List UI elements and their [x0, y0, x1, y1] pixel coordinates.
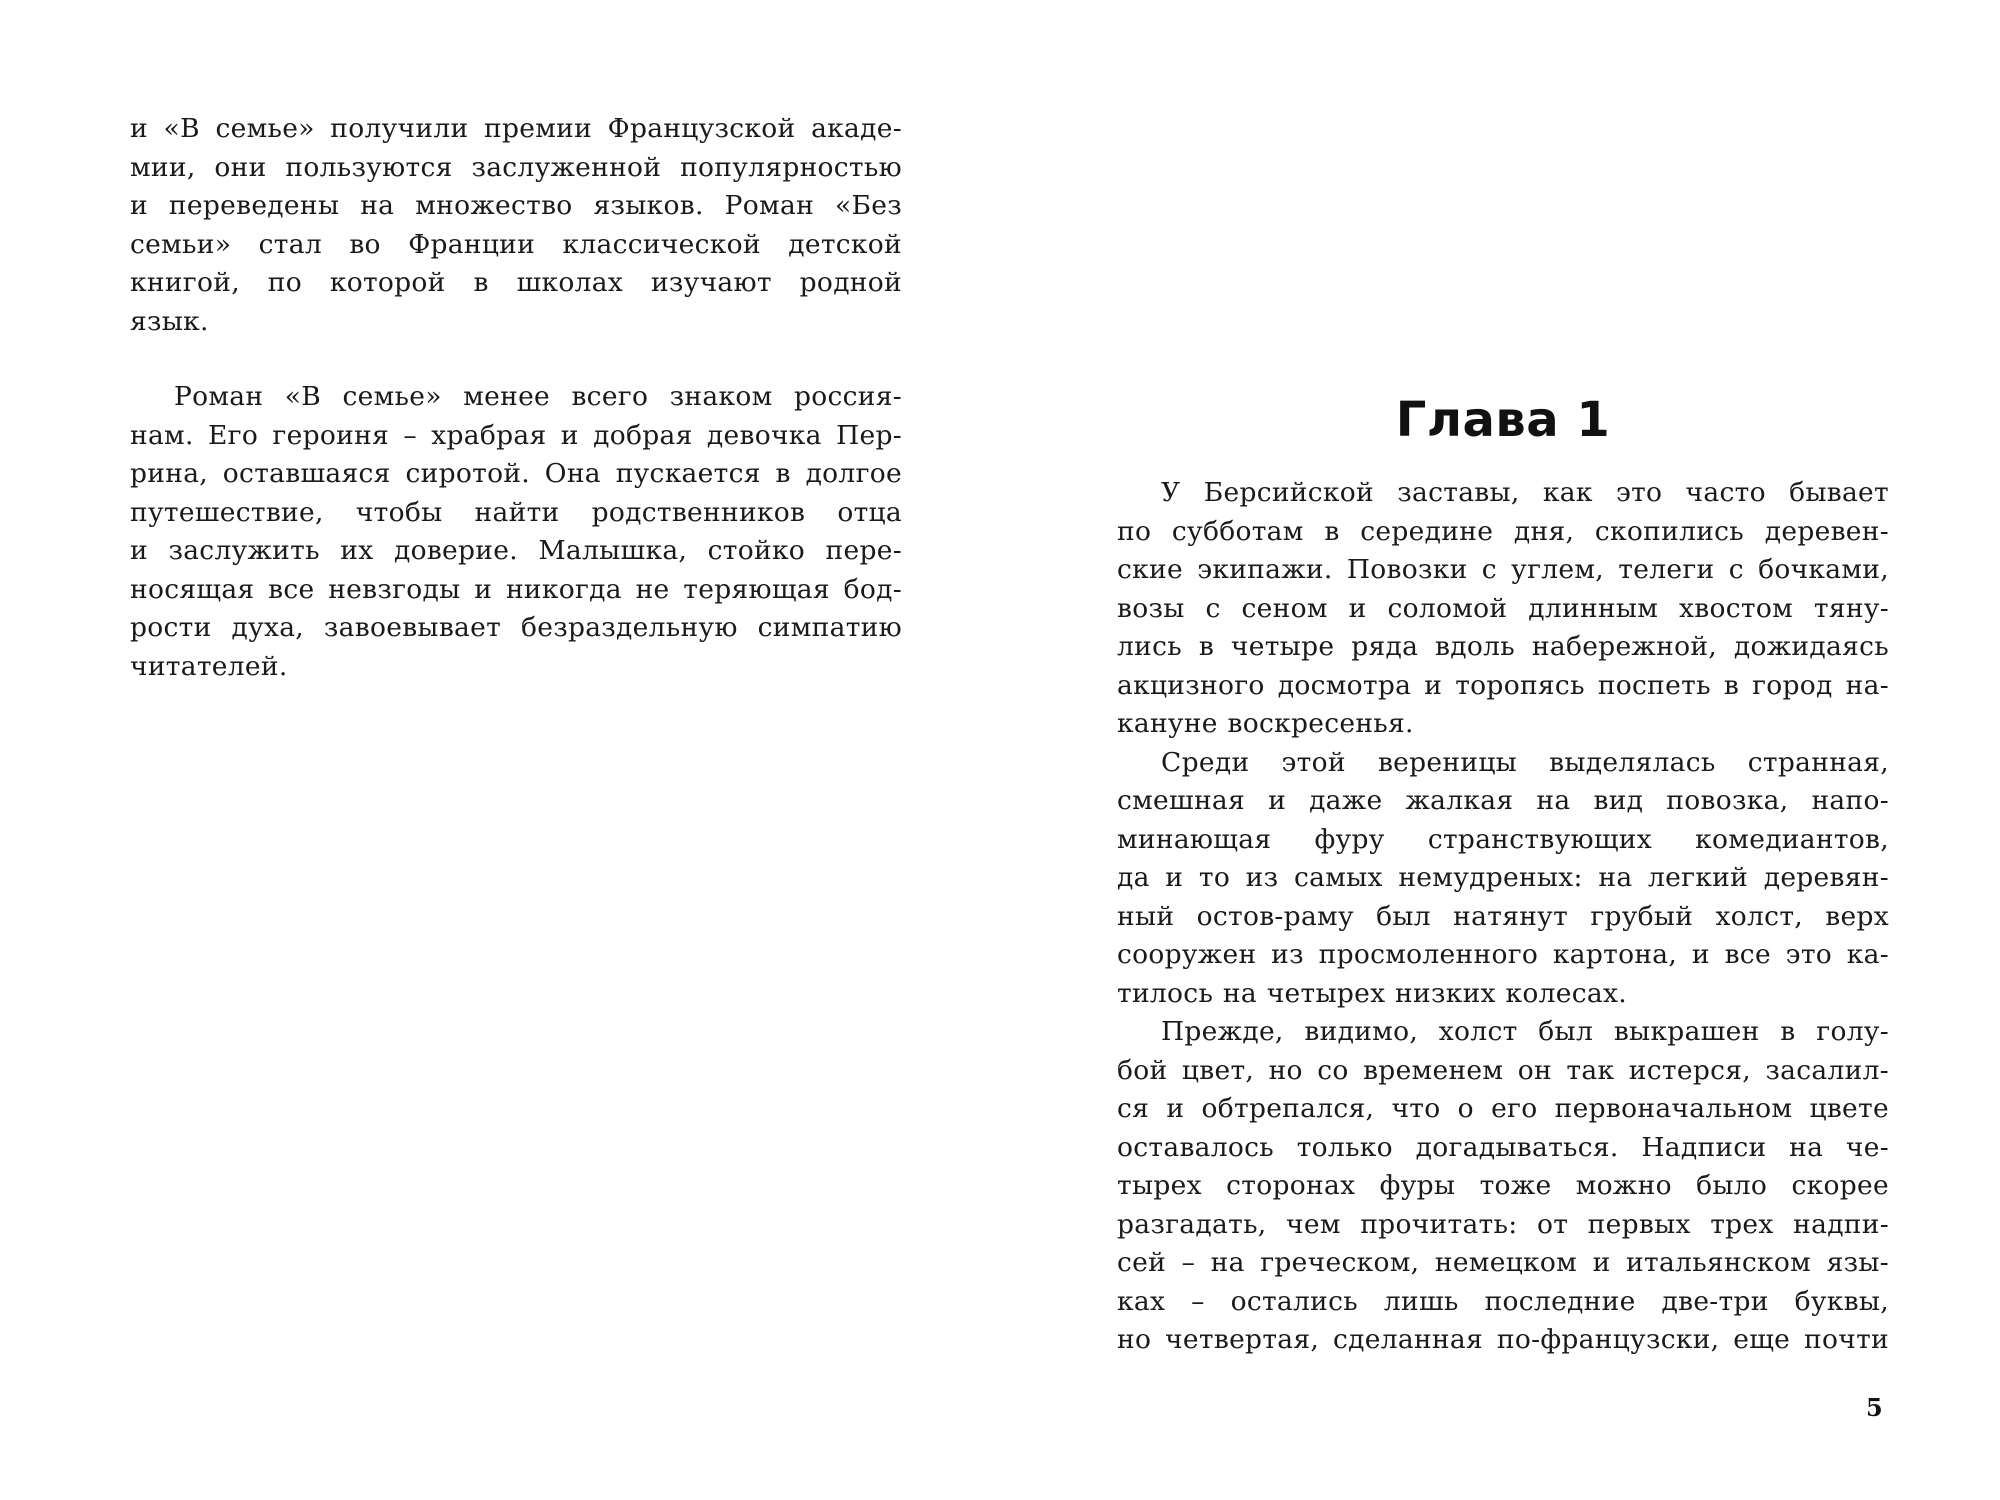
text-line: рина, оставшаяся сиротой. Она пускается в долгое	[130, 458, 902, 489]
page-number: 5	[1866, 1393, 1883, 1422]
text-line: разгадать, чем прочитать: от первых трех надпи-	[1117, 1208, 1889, 1240]
text-line: тырех сторонах фуры тоже можно было скорее	[1117, 1170, 1889, 1201]
text-line: нам. Его героиня – храбрая и добрая девочка Пер-	[130, 419, 902, 451]
chapter-title: Глава 1	[1395, 392, 1611, 448]
text-line: ный остов-раму был натянут грубый холст, верх	[1117, 900, 1889, 932]
text-line: носящая все невзгоды и никогда не теряющая бод-	[130, 573, 902, 605]
text-line: тилось на четырех низких колесах.	[1117, 977, 1627, 1009]
right-body	[1117, 474, 1889, 1360]
text-line: язык.	[130, 305, 209, 337]
text-line: путешествие, чтобы найти родственников отца	[130, 496, 902, 528]
text-line: лись в четыре ряда вдоль набережной, дожидаясь	[1117, 631, 1889, 662]
text-line: кануне воскресенья.	[1117, 708, 1414, 739]
text-line: Прежде, видимо, холст был выкрашен в голу-	[1161, 1016, 1889, 1047]
text-line: Роман «В семье» менее всего знаком россия-	[174, 381, 902, 412]
text-line: книгой, по которой в школах изучают родной	[130, 267, 902, 298]
right-paragraph-1	[1117, 474, 1889, 744]
text-line: и «В семье» получили премии Французской акаде-	[130, 113, 902, 144]
text-line: оставалось только догадываться. Надписи на че-	[1117, 1131, 1889, 1163]
text-line: ках – остались лишь последние две-три буквы,	[1117, 1285, 1889, 1317]
paragraph-gap	[130, 341, 902, 378]
text-line: ся и обтрепался, что о его первоначальном цвете	[1117, 1093, 1889, 1124]
left-page	[130, 110, 902, 686]
text-line: минающая фуру странствующих комедиантов,	[1117, 823, 1889, 855]
text-line: да и то из самых немудреных: на легкий деревян-	[1117, 862, 1889, 893]
right-paragraph-3	[1117, 1013, 1889, 1360]
text-line: сей – на греческом, немецком и итальянском язы-	[1117, 1247, 1889, 1278]
text-line: семьи» стал во Франции классической детской	[130, 228, 902, 260]
text-line: по субботам в середине дня, скопились деревен-	[1117, 515, 1889, 547]
text-line: Среди этой вереницы выделялась странная,	[1161, 746, 1889, 778]
text-line: и переведены на множество языков. Роман «Без	[130, 190, 902, 221]
text-line: читателей.	[130, 650, 288, 682]
right-paragraph-2	[1117, 744, 1889, 1014]
text-line: ские экипажи. Повозки с углем, телеги с бочками,	[1117, 554, 1889, 585]
text-line: смешная и даже жалкая на вид повозка, напо-	[1117, 785, 1889, 816]
text-line: акцизного досмотра и торопясь поспеть в город на-	[1117, 669, 1889, 701]
left-paragraph-1	[130, 110, 902, 341]
text-line: бой цвет, но со временем он так истерся, засалил-	[1117, 1054, 1889, 1086]
text-line: рости духа, завоевывает безраздельную симпатию	[130, 612, 902, 643]
text-line: возы с сеном и соломой длинным хвостом тяну-	[1117, 592, 1889, 624]
text-line: сооружен из просмоленного картона, и все это ка-	[1117, 939, 1889, 970]
text-line: мии, они пользуются заслуженной популярностью	[130, 151, 902, 183]
text-line: и заслужить их доверие. Малышка, стойко пере-	[130, 535, 902, 566]
text-line: но четвертая, сделанная по-французски, еще почти	[1117, 1324, 1889, 1355]
left-paragraph-2	[130, 378, 902, 686]
text-line: У Берсийской заставы, как это часто бывает	[1161, 477, 1889, 508]
